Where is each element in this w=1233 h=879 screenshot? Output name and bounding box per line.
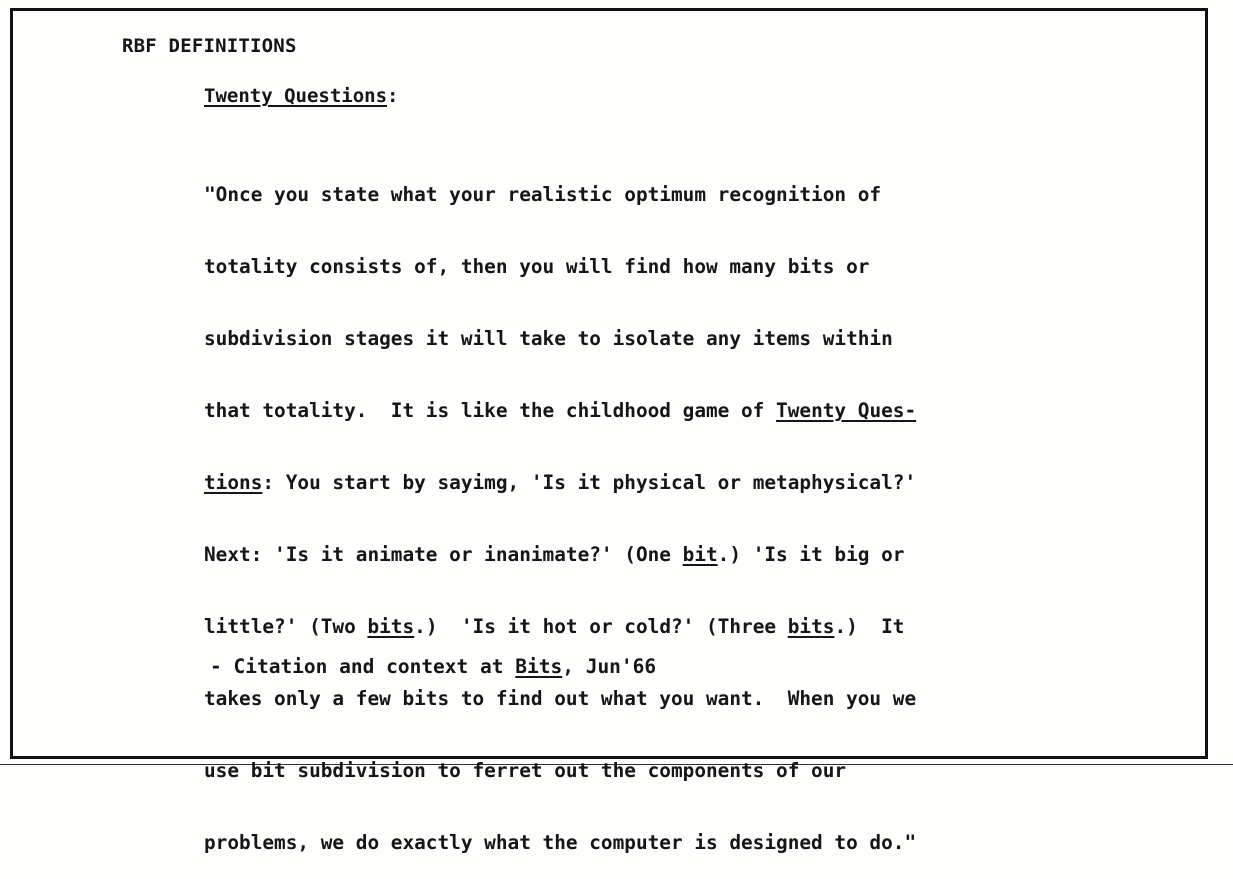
- citation-prefix: - Citation and context at: [210, 655, 516, 678]
- subheading-colon: :: [387, 85, 399, 107]
- quote-line-8: takes only a few bits to find out what you want. When you we: [204, 687, 917, 710]
- quote-line-6-text-a: Next: 'Is it animate or inanimate?' (One: [204, 543, 683, 566]
- quote-line-2: totality consists of, then you will find how many bits or: [204, 255, 870, 278]
- bits-citation-link[interactable]: Bits: [515, 655, 563, 678]
- subheading-title: Twenty Questions: [204, 85, 388, 107]
- tions-underlined: tions: [204, 471, 263, 494]
- quote-line-4: [204, 399, 1094, 423]
- citation-suffix: , Jun'66: [562, 655, 657, 678]
- bit-underlined: bit: [682, 543, 718, 566]
- quote-line-7-text-a: little?' (Two: [204, 615, 368, 638]
- subheading: [204, 85, 398, 107]
- quote-line-3: subdivision stages it will take to isolate any items within: [204, 327, 893, 350]
- quote-line-1: "Once you state what your realistic optimum recognition of: [204, 183, 882, 206]
- quote-line-7-text-b: .) 'Is it hot or cold?' (Three: [414, 615, 788, 638]
- quote-line-5: [204, 471, 1094, 495]
- quote-line-5-text: : You start by sayimg, 'Is it physical or metaphysical?': [262, 471, 917, 494]
- twenty-questions-link: Twenty Ques-: [776, 399, 917, 422]
- bits-underlined-1: bits: [367, 615, 415, 638]
- quote-block: [204, 135, 1094, 879]
- bits-underlined-2: bits: [787, 615, 835, 638]
- quote-line-10: problems, we do exactly what the computer is designed to do.": [204, 831, 917, 854]
- quote-line-9: use bit subdivision to ferret out the components of our: [204, 759, 847, 782]
- quote-line-4-text: that totality. It is like the childhood game of: [204, 399, 777, 422]
- quote-line-6-text-b: .) 'Is it big or: [717, 543, 905, 566]
- quote-line-7-text-c: .) It: [834, 615, 905, 638]
- quote-line-7: [204, 615, 1094, 639]
- citation: [210, 655, 656, 678]
- page-heading: RBF DEFINITIONS: [122, 35, 297, 57]
- quote-line-6: [204, 543, 1094, 567]
